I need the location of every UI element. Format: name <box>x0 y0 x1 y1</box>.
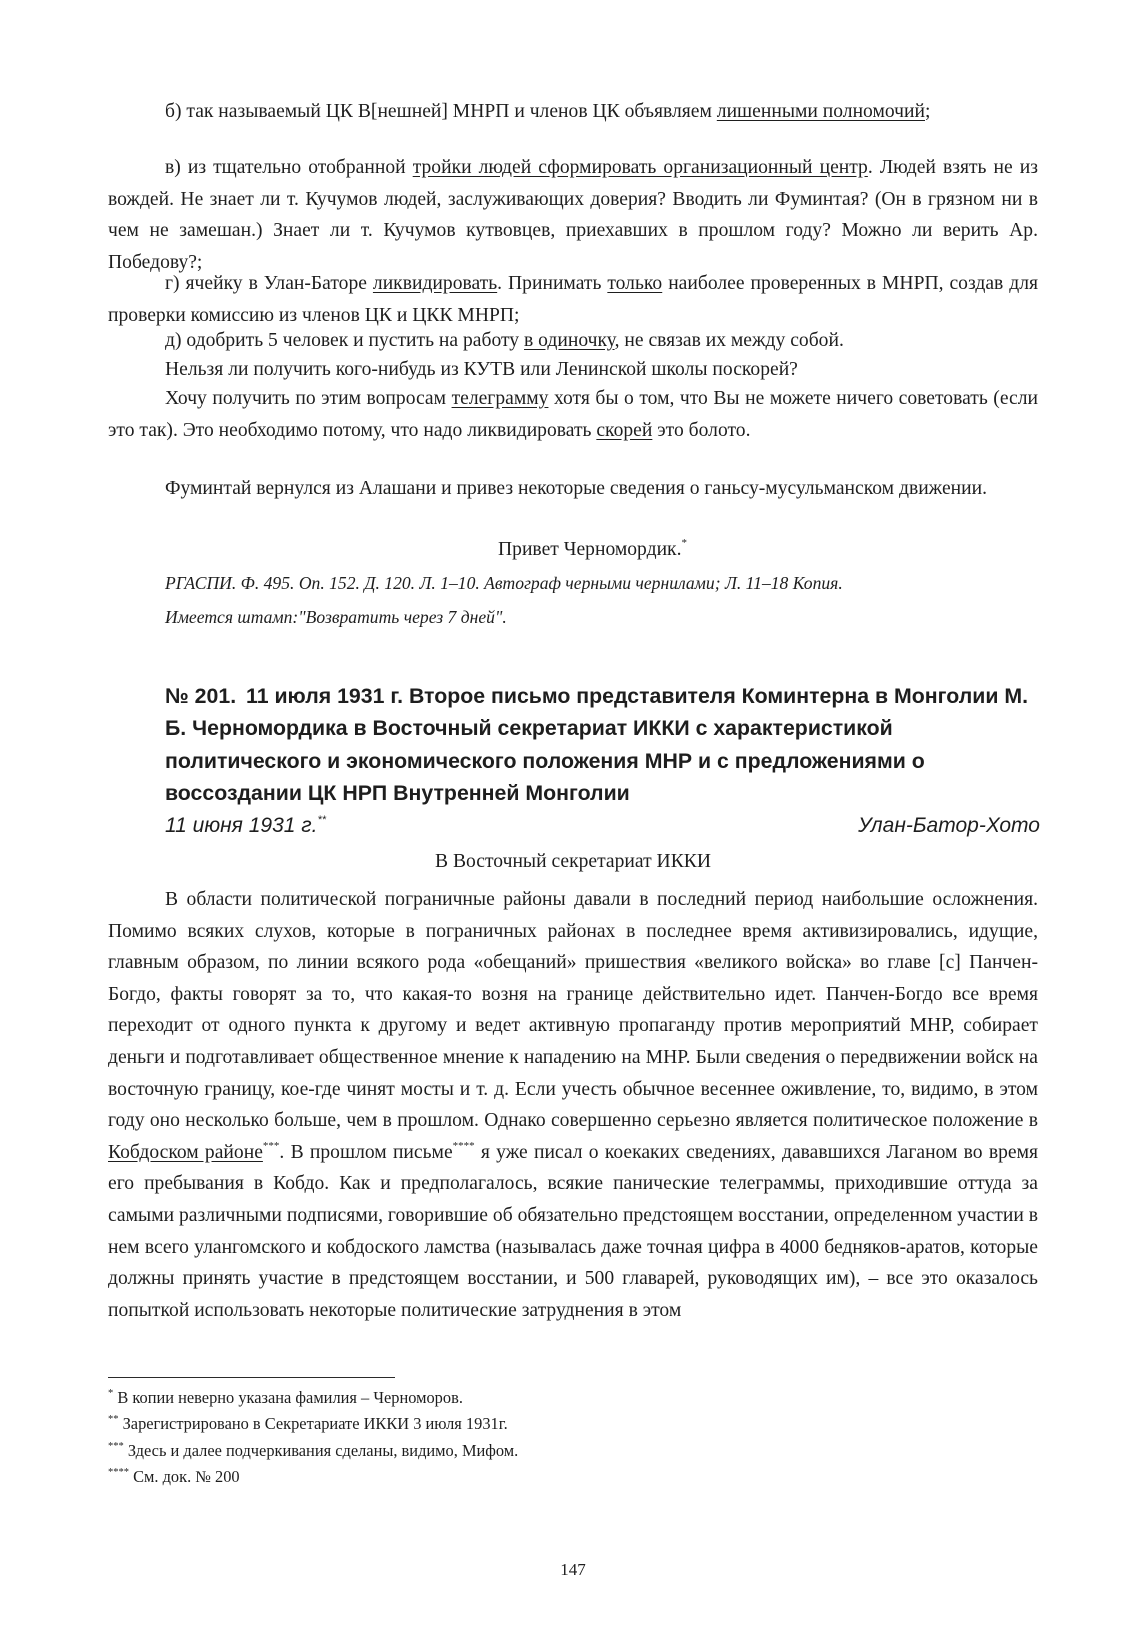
footnote-ref: *** <box>262 1139 280 1152</box>
telegram-paragraph: Хочу получить по этим вопросам телеграмму хотя бы о том, что Вы не можете ничего советовать (если это так). Это необходимо потому, что надо ликвидировать скорей это болото. <box>108 388 1038 441</box>
footnote-ref: ** <box>317 814 327 826</box>
footnote-item: *** Здесь и далее подчеркивания сделаны, видимо, Мифом. <box>108 1440 519 1460</box>
document-date: 11 июня 1931 г.** <box>165 814 327 837</box>
signature: Привет Черномордик.* <box>498 537 687 560</box>
footnotes <box>108 1385 808 1491</box>
item-v-paragraph: в) из тщательно отобранной тройки людей сформировать организационный центр. Людей взять не из вождей. Не знает ли т. Кучумов людей, заслуживающих доверия? Вводить ли Фуминтая? (Он в грязном ни в чем не замешан.) Знает ли т. Кучумов кутвовцев, приехавших в прошлом году? Можно ли верить Ар. Победову?; <box>108 157 1038 273</box>
addressee: В Восточный секретариат ИККИ <box>434 851 711 872</box>
item-g-paragraph: г) ячейку в Улан-Баторе ликвидировать. Принимать только наиболее проверенных в МНРП, создав для проверки комиссию из членов ЦК и ЦКК МНРП; <box>108 273 1038 326</box>
body-paragraph: В области политической пограничные районы давали в последний период наибольшие осложнения. Помимо всяких слухов, которые в пограничных районах в последнее время активизировались, идущие, главным образом, по линии всякого рода «обещаний» пришествия «великого войска» во главе [с] Панчен-Богдо, факты говорят за то, что какая-то возня на границе действительно идет. Панчен-Богдо все время переходит от одного пункта к другому и ведет активную пропаганду против мероприятий МНР, собирает деньги и подготавливает общественное мнение к нападению на МНР. Были сведения о передвижении войск на восточную границу, кое-где чинят мосты и т. д. Если учесть обычное весеннее оживление, то, видимо, в этом году оно несколько больше, чем в прошлом. Однако совершенно серьезно является политическое положение в Кобдоском районе***. В прошлом письме**** я уже писал о коекаких сведениях, дававшихся Лаганом во время его пребывания в Кобдо. Как и предполагалось, всякие панические телеграммы, приходившие оттуда за самыми различными подписями, говорившие об обязательно предстоящем восстании, определенном участии в нем всего улангомского и кобдоского ламства (называлась даже точная цифра в 4000 бедняков-аратов, которые должны принять участие в предстоящем восстании, и 500 главарей, руководящих им), – все это оказалось попыткой использовать некоторые политические затруднения в этом <box>108 889 1038 1321</box>
document-place: Улан-Батор-Хото <box>858 814 1040 837</box>
footnote-divider <box>108 1377 395 1378</box>
archive-stamp-note: Имеется штамп:"Возвратить через 7 дней". <box>165 607 507 627</box>
item-d-paragraph: д) одобрить 5 человек и пустить на работу в одиночку, не связав их между собой. <box>165 330 844 351</box>
document-title: № 201. 11 июля 1931 г. Второе письмо представителя Коминтерна в Монголии М. Б. Черномордика в Восточный секретариат ИККИ с характеристикой политического и экономического положения МНР и с предложениями о воссоздании ЦК НРП Внутренней Монголии <box>165 684 1029 806</box>
question-paragraph: Нельзя ли получить кого-нибудь из КУТВ или Ленинской школы поскорей? <box>165 359 798 380</box>
page-number: 147 <box>560 1560 586 1579</box>
footnote-item: **** См. док. № 200 <box>108 1467 240 1487</box>
fumintai-paragraph: Фуминтай вернулся из Алашани и привез некоторые сведения о ганьсу-мусульманском движении. <box>165 478 988 499</box>
archive-reference: РГАСПИ. Ф. 495. Оп. 152. Д. 120. Л. 1–10. Автограф черными чернилами; Л. 11–18 Копия. <box>165 573 843 593</box>
footnote-item: * В копии неверно указана фамилия – Черноморов. <box>108 1388 463 1407</box>
date-place-line <box>165 810 1040 842</box>
footnote-item: ** Зарегистрировано в Секретариате ИККИ 3 июля 1931г. <box>108 1414 508 1434</box>
document-number: № 201. <box>165 684 237 708</box>
footnote-ref: * <box>681 537 687 549</box>
item-b-paragraph: б) так называемый ЦК В[нешней] МНРП и членов ЦК объявляем лишенными полномочий; <box>165 101 931 122</box>
footnote-ref: **** <box>452 1139 475 1152</box>
